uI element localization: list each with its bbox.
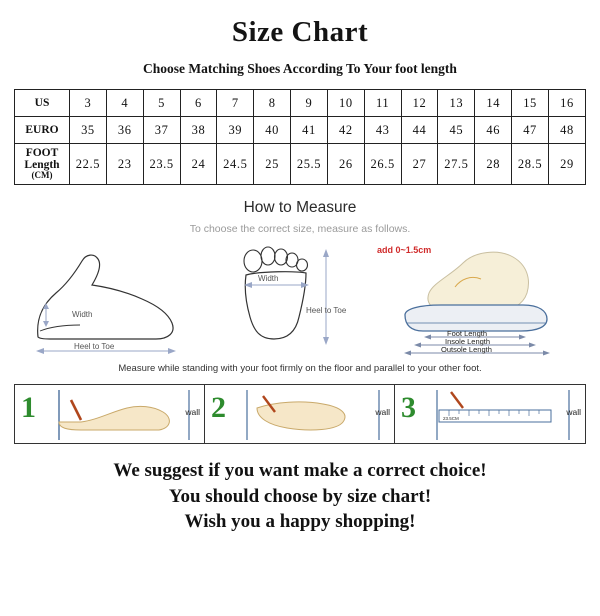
row-header-foot-length-main: FOOT Length [24, 147, 60, 172]
step-3-ruler-value: 23.5CM [443, 416, 459, 421]
cell-euro-7: 42 [327, 117, 364, 144]
cell-euro-2: 37 [143, 117, 180, 144]
cell-foot-7: 26 [327, 144, 364, 185]
cell-us-3: 6 [180, 90, 217, 117]
table-row-foot-length [15, 144, 586, 185]
side-foot-outline-icon [16, 241, 201, 359]
diagram-sole-width-label: Width [258, 274, 279, 283]
step-2-number: 2 [211, 391, 226, 424]
cell-foot-11: 28 [475, 144, 512, 185]
footer-line-2: You should choose by size chart! [168, 485, 432, 507]
footer-line-3: Wish you a happy shopping! [184, 511, 416, 533]
diagram-shoe-lengths [371, 241, 584, 359]
cell-us-10: 13 [438, 90, 475, 117]
cell-foot-13: 29 [548, 144, 585, 185]
cell-euro-10: 45 [438, 117, 475, 144]
cell-us-12: 15 [512, 90, 549, 117]
cell-foot-10: 27.5 [438, 144, 475, 185]
cell-us-6: 9 [291, 90, 328, 117]
size-chart-page [0, 16, 600, 616]
footer-message [0, 458, 600, 535]
how-to-measure-subheading: To choose the correct size, measure as follows. [189, 223, 411, 235]
cell-us-2: 5 [143, 90, 180, 117]
step-2-wall-label: wall [375, 407, 390, 417]
diagram-side-view [16, 241, 201, 359]
row-header-foot-length-unit: (CM) [31, 170, 53, 181]
cell-euro-3: 38 [180, 117, 217, 144]
cell-us-9: 12 [401, 90, 438, 117]
page-title: Size Chart [231, 16, 369, 48]
cell-foot-0: 22.5 [70, 144, 107, 185]
diagram-side-width-label: Width [72, 310, 93, 319]
cell-foot-6: 25.5 [291, 144, 328, 185]
step-2-illustration-icon [231, 386, 395, 443]
cell-foot-1: 23 [106, 144, 143, 185]
cell-euro-4: 39 [217, 117, 254, 144]
cell-us-5: 8 [254, 90, 291, 117]
step-1-number: 1 [21, 391, 36, 424]
size-table [14, 89, 586, 185]
cell-us-0: 3 [70, 90, 107, 117]
cell-us-13: 16 [548, 90, 585, 117]
step-3 [395, 385, 585, 443]
cell-foot-12: 28.5 [512, 144, 549, 185]
step-1 [15, 385, 205, 443]
cell-foot-5: 25 [254, 144, 291, 185]
diagram-insole-length-label: Insole Length [445, 337, 491, 346]
row-header-foot-length [15, 144, 70, 185]
diagram-add-length-label: add 0~1.5cm [377, 245, 432, 255]
step-3-wall-label: wall [566, 407, 581, 417]
table-row-euro [15, 117, 586, 144]
diagram-side-heel-label: Heel to Toe [74, 342, 115, 351]
cell-euro-13: 48 [548, 117, 585, 144]
size-table-container [14, 89, 586, 185]
diagram-sole-view [206, 241, 366, 359]
cell-foot-2: 23.5 [143, 144, 180, 185]
step-3-illustration-icon [421, 386, 585, 443]
step-1-illustration-icon [41, 386, 205, 443]
page-subtitle: Choose Matching Shoes According To Your foot length [143, 61, 457, 76]
row-header-us: US [15, 90, 70, 117]
cell-foot-9: 27 [401, 144, 438, 185]
diagram-sole-heel-label: Heel to Toe [306, 306, 347, 315]
cell-euro-8: 43 [364, 117, 401, 144]
cell-euro-11: 46 [475, 117, 512, 144]
cell-us-11: 14 [475, 90, 512, 117]
measure-note: Measure while standing with your foot firmly on the floor and parallel to your other foot. [118, 363, 482, 374]
measure-diagrams [16, 241, 584, 359]
cell-euro-5: 40 [254, 117, 291, 144]
cell-euro-12: 47 [512, 117, 549, 144]
sole-outline-icon [206, 241, 366, 359]
step-1-wall-label: wall [185, 407, 200, 417]
cell-euro-6: 41 [291, 117, 328, 144]
step-3-number: 3 [401, 391, 416, 424]
cell-foot-3: 24 [180, 144, 217, 185]
diagram-foot-length-label: Foot Length [447, 329, 488, 338]
cell-euro-1: 36 [106, 117, 143, 144]
cell-euro-9: 44 [401, 117, 438, 144]
cell-foot-4: 24.5 [217, 144, 254, 185]
cell-us-4: 7 [217, 90, 254, 117]
cell-foot-8: 26.5 [364, 144, 401, 185]
row-header-euro: EURO [15, 117, 70, 144]
cell-us-1: 4 [106, 90, 143, 117]
table-row-us [15, 90, 586, 117]
shoe-lengths-icon [371, 241, 584, 359]
diagram-outsole-length-label: Outsole Length [441, 345, 492, 354]
footer-line-1: We suggest if you want make a correct choice! [113, 460, 487, 481]
cell-us-8: 11 [364, 90, 401, 117]
cell-euro-0: 35 [70, 117, 107, 144]
cell-us-7: 10 [327, 90, 364, 117]
measure-steps [14, 384, 586, 444]
how-to-measure-heading: How to Measure [243, 199, 357, 216]
step-2 [205, 385, 395, 443]
